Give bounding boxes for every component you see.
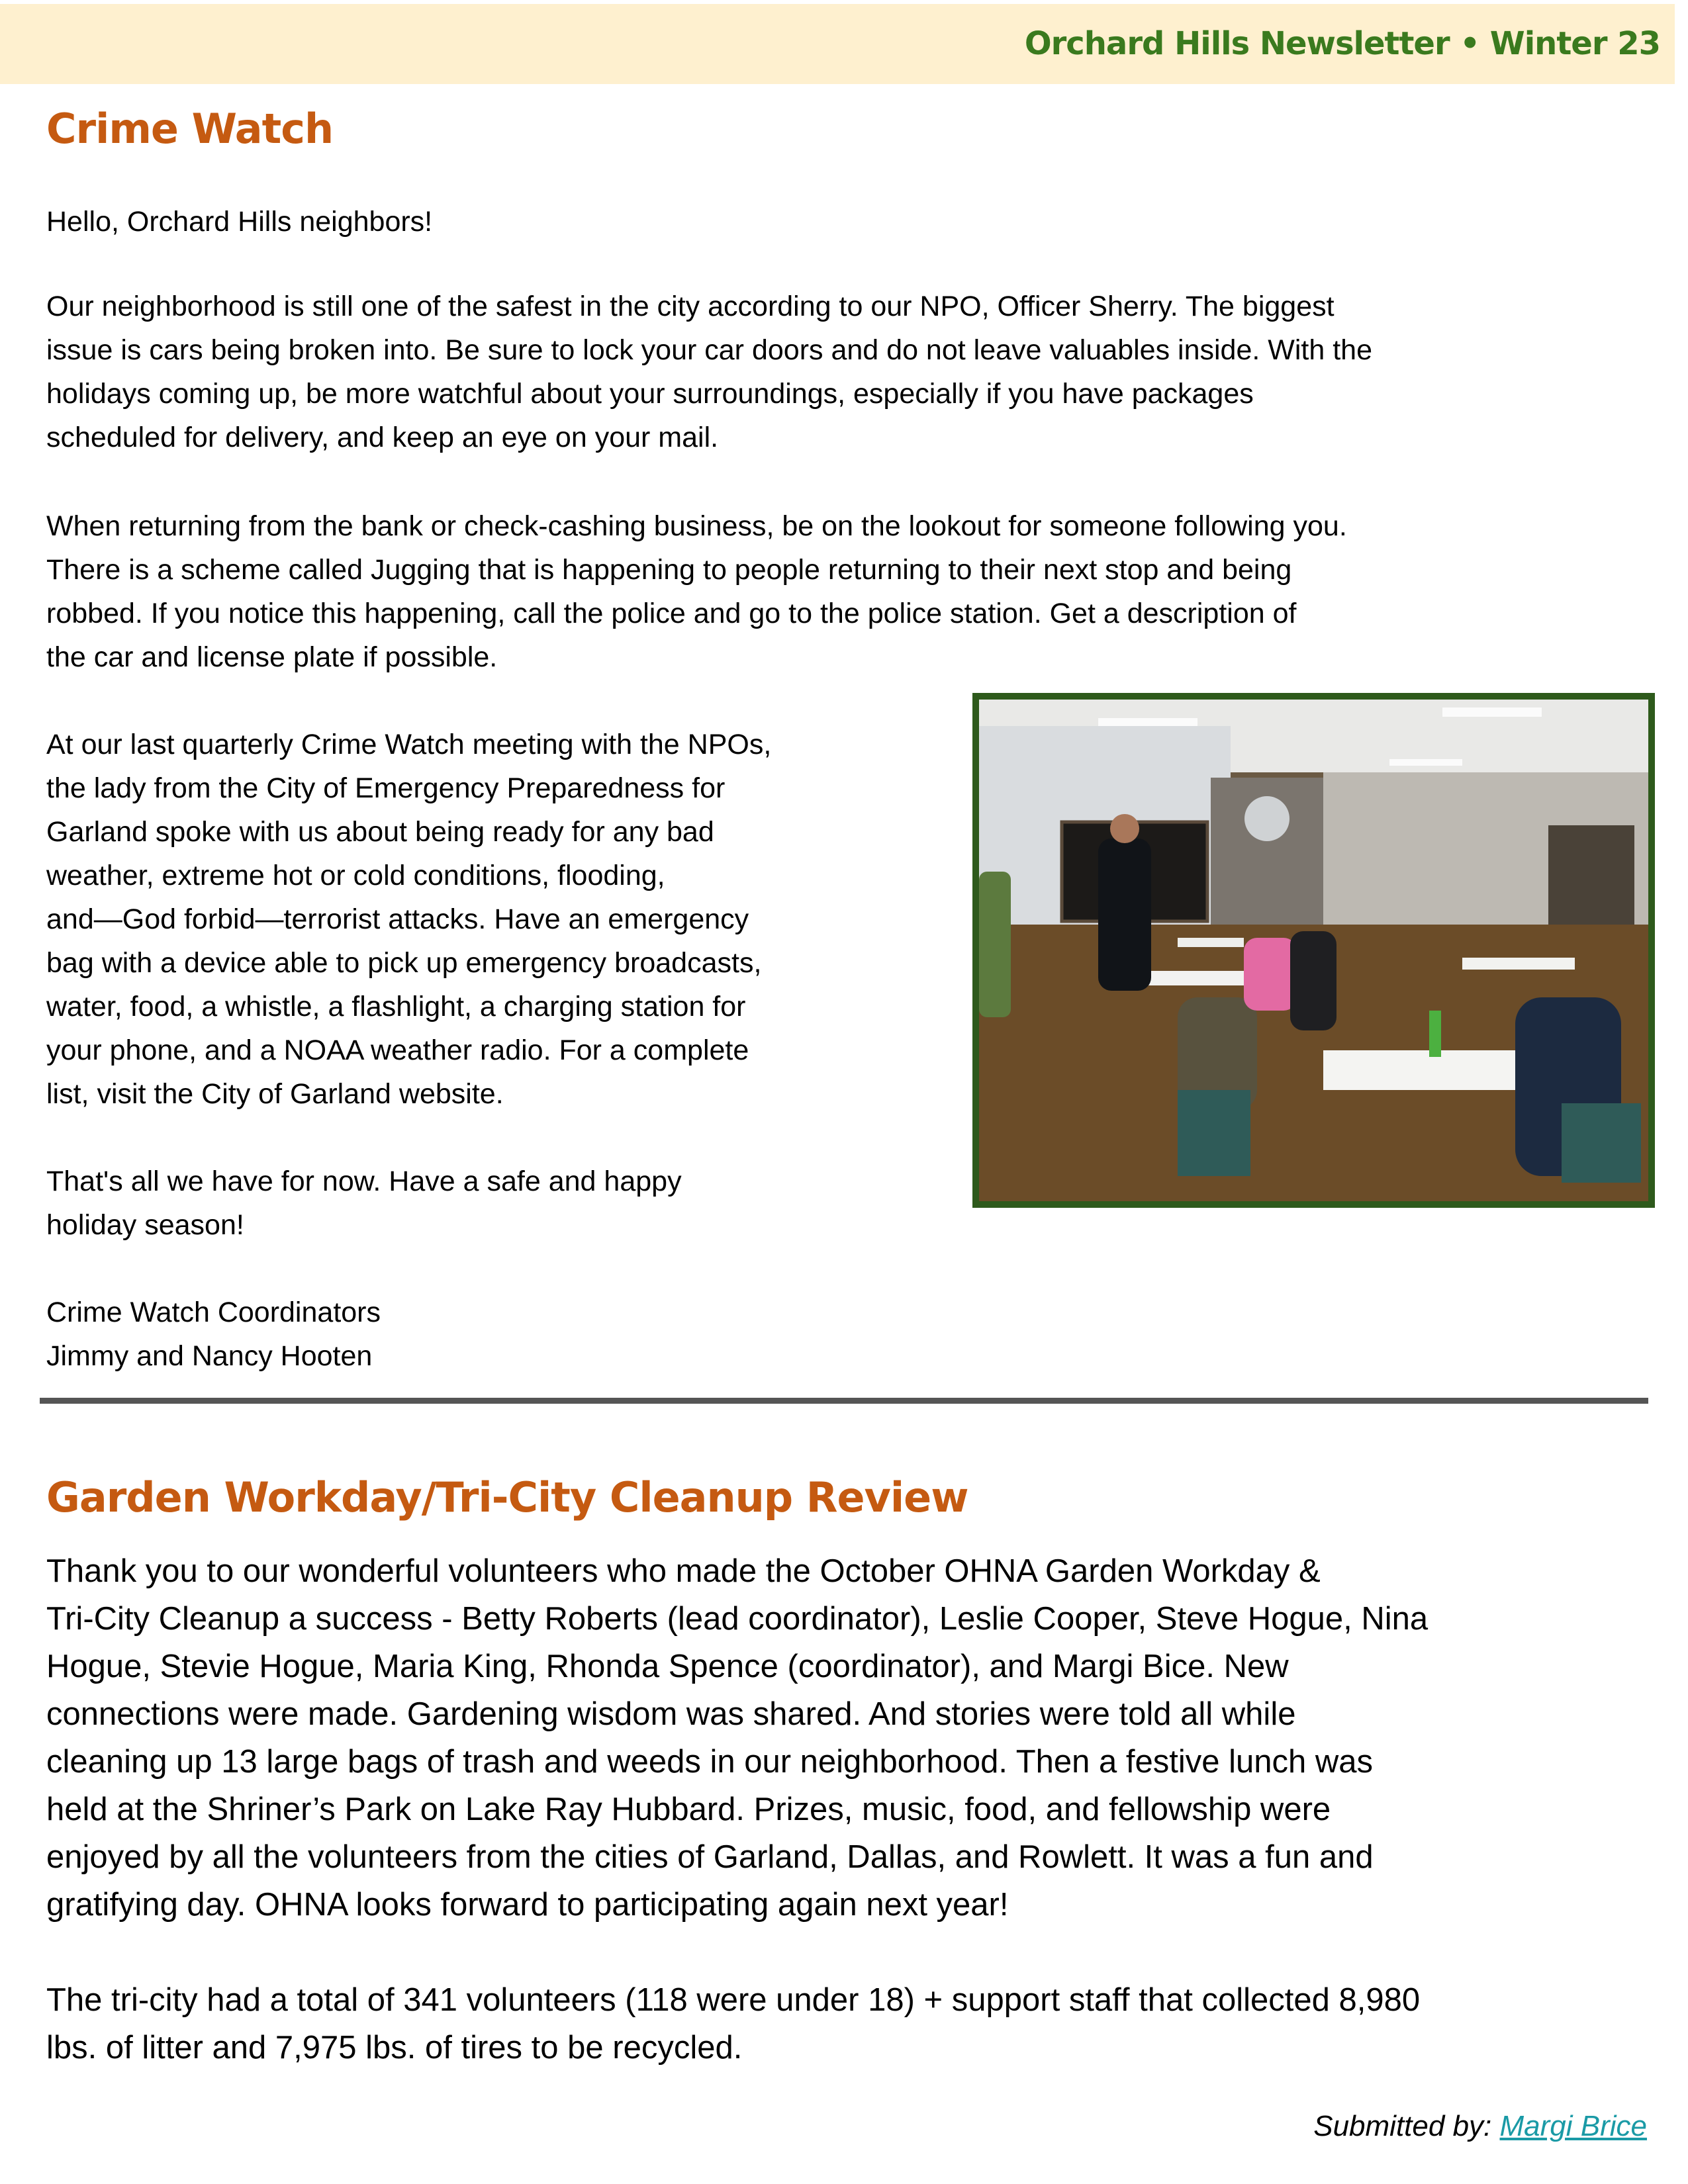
greeting-line: Hello, Orchard Hills neighbors! bbox=[46, 206, 433, 238]
photo-table bbox=[1178, 938, 1244, 947]
text-line: your phone, and a NOAA weather radio. For a complete bbox=[46, 1034, 749, 1066]
photo-attendee bbox=[979, 872, 1011, 1017]
photo-ceiling-light bbox=[1098, 718, 1197, 727]
text-line: issue is cars being broken into. Be sure to lock your car doors and do not leave valuables inside. With the bbox=[46, 334, 1372, 366]
signature-title: Crime Watch Coordinators bbox=[46, 1297, 381, 1328]
crime-watch-paragraph-4 bbox=[46, 1160, 682, 1247]
text-line: robbed. If you notice this happening, call the police and go to the police station. Get a description of bbox=[46, 598, 1297, 629]
text-line: the lady from the City of Emergency Preparedness for bbox=[46, 772, 726, 804]
submitter-link[interactable]: Margi Brice bbox=[1499, 2110, 1647, 2142]
text-line: held at the Shriner’s Park on Lake Ray Hubbard. Prizes, music, food, and fellowship were bbox=[46, 1792, 1331, 1827]
text-line: holiday season! bbox=[46, 1209, 244, 1241]
text-line: bag with a device able to pick up emergency broadcasts, bbox=[46, 947, 762, 979]
photo-officer-head bbox=[1110, 814, 1139, 843]
crime-watch-meeting-photo bbox=[972, 693, 1655, 1208]
crime-watch-paragraph-3 bbox=[46, 723, 771, 1116]
meeting-photo-illustration bbox=[979, 700, 1648, 1201]
text-line: holidays coming up, be more watchful about your surroundings, especially if you have packages bbox=[46, 378, 1254, 410]
text-line: water, food, a whistle, a flashlight, a charging station for bbox=[46, 991, 746, 1023]
crime-watch-signature bbox=[46, 1291, 381, 1378]
text-line: cleaning up 13 large bags of trash and weeds in our neighborhood. Then a festive lunch was bbox=[46, 1744, 1373, 1780]
submitted-by-label: Submitted by: bbox=[1313, 2110, 1500, 2142]
newsletter-header bbox=[0, 4, 1675, 84]
text-line: The tri-city had a total of 341 volunteers (118 were under 18) + support staff that collected 8,980 bbox=[46, 1982, 1421, 2018]
text-line: list, visit the City of Garland website. bbox=[46, 1078, 504, 1110]
text-line: When returning from the bank or check-cashing business, be on the lookout for someone following you. bbox=[46, 510, 1347, 542]
garden-paragraph-2 bbox=[46, 1976, 1420, 2071]
text-line: There is a scheme called Jugging that is happening to people returning to their next stop and being bbox=[46, 554, 1292, 586]
text-line: and—God forbid—terrorist attacks. Have an emergency bbox=[46, 903, 749, 935]
photo-attendee bbox=[1290, 931, 1336, 1030]
crime-watch-greeting bbox=[46, 200, 432, 244]
text-line: gratifying day. OHNA looks forward to participating again next year! bbox=[46, 1887, 1009, 1923]
newsletter-title: Orchard Hills Newsletter • Winter 23 bbox=[1024, 25, 1660, 62]
photo-chair bbox=[1562, 1103, 1641, 1183]
photo-wall-logo bbox=[1244, 796, 1289, 841]
text-line: Thank you to our wonderful volunteers who made the October OHNA Garden Workday & bbox=[46, 1553, 1321, 1589]
submitted-by bbox=[1313, 2110, 1647, 2143]
section-divider bbox=[40, 1398, 1648, 1404]
garden-cleanup-heading: Garden Workday/Tri-City Cleanup Review bbox=[46, 1473, 968, 1522]
text-line: connections were made. Gardening wisdom was shared. And stories were told all while bbox=[46, 1696, 1296, 1732]
photo-ceiling-light bbox=[1389, 759, 1462, 766]
text-line: weather, extreme hot or cold conditions, flooding, bbox=[46, 860, 665, 891]
text-line: lbs. of litter and 7,975 lbs. of tires to be recycled. bbox=[46, 2030, 743, 2066]
photo-attendee bbox=[1244, 938, 1297, 1011]
text-line: At our last quarterly Crime Watch meeting with the NPOs, bbox=[46, 729, 772, 760]
crime-watch-heading: Crime Watch bbox=[46, 105, 334, 153]
crime-watch-paragraph-1 bbox=[46, 285, 1372, 459]
text-line: Garland spoke with us about being ready for any bad bbox=[46, 816, 714, 848]
text-line: That's all we have for now. Have a safe and happy bbox=[46, 1165, 682, 1197]
text-line: scheduled for delivery, and keep an eye on your mail. bbox=[46, 422, 719, 453]
photo-chair bbox=[1178, 1090, 1250, 1176]
text-line: Our neighborhood is still one of the safest in the city according to our NPO, Officer Sherry. The biggest bbox=[46, 291, 1335, 322]
photo-water-bottle bbox=[1429, 1011, 1441, 1057]
garden-paragraph-1 bbox=[46, 1547, 1428, 1929]
text-line: the car and license plate if possible. bbox=[46, 641, 498, 673]
photo-table bbox=[1462, 958, 1575, 970]
photo-ceiling-light bbox=[1442, 707, 1542, 717]
text-line: enjoyed by all the volunteers from the cities of Garland, Dallas, and Rowlett. It was a fun and bbox=[46, 1839, 1374, 1875]
text-line: Hogue, Stevie Hogue, Maria King, Rhonda Spence (coordinator), and Margi Bice. New bbox=[46, 1649, 1289, 1684]
text-line: Tri-City Cleanup a success - Betty Roberts (lead coordinator), Leslie Cooper, Steve Hogue, Nina bbox=[46, 1601, 1429, 1637]
crime-watch-paragraph-2 bbox=[46, 504, 1347, 679]
photo-officer bbox=[1098, 839, 1151, 991]
signature-names: Jimmy and Nancy Hooten bbox=[46, 1340, 373, 1372]
